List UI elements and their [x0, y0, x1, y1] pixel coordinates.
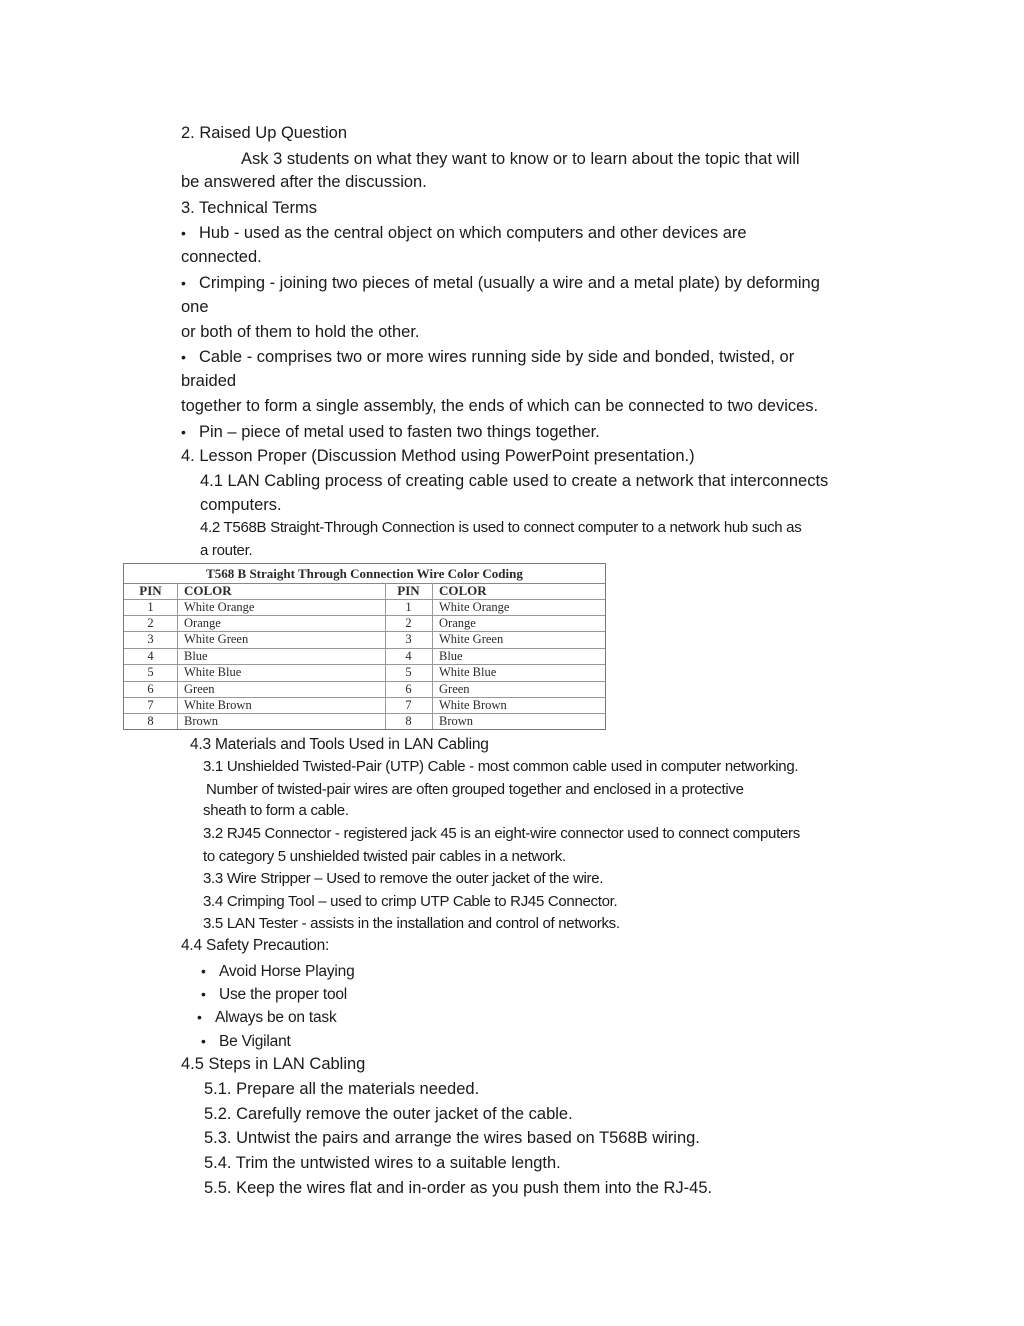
table-cell-color: White Brown: [184, 698, 252, 712]
safety-item: [201, 961, 355, 982]
paragraph-line: Ask 3 students on what they want to know or to learn about the topic that will: [241, 150, 800, 168]
section-heading-lesson-proper: 4. Lesson Proper (Discussion Method using PowerPoint presentation.): [181, 447, 695, 465]
paragraph-line: 4.2 T568B Straight-Through Connection is used to connect computer to a network hub such as: [200, 519, 802, 536]
term-cable-text: Cable - comprises two or more wires running side by side and bonded, twisted, or: [199, 348, 795, 366]
paragraph-line: one: [181, 298, 209, 316]
paragraph-line: Number of twisted-pair wires are often grouped together and enclosed in a protective: [206, 781, 744, 798]
table-header-color: COLOR: [184, 583, 232, 598]
term-pin-text: Pin – piece of metal used to fasten two things together.: [199, 423, 600, 441]
section-heading-technical-terms: 3. Technical Terms: [181, 199, 318, 217]
paragraph-line: connected.: [181, 248, 262, 266]
table-cell-color: White Blue: [184, 665, 242, 679]
table-cell-color: Green: [439, 682, 470, 696]
table-cell-pin: 5: [405, 665, 412, 679]
wire-color-table: [123, 563, 606, 730]
table-cell-color: Blue: [439, 649, 463, 663]
term-crimping-text: Crimping - joining two pieces of metal (usually a wire and a metal plate) by deforming: [199, 274, 820, 292]
safety-item-text: Avoid Horse Playing: [219, 963, 355, 980]
safety-item-text: Always be on task: [215, 1009, 337, 1026]
paragraph-line: 3.3 Wire Stripper – Used to remove the outer jacket of the wire.: [203, 870, 604, 887]
table-cell-pin: 4: [147, 649, 154, 663]
table-cell-color: White Green: [184, 632, 249, 646]
table-cell-pin: 5: [147, 665, 154, 679]
paragraph-line: be answered after the discussion.: [181, 173, 427, 191]
table-divider: [432, 583, 433, 729]
table-cell-pin: 8: [405, 714, 412, 728]
step-item: 5.2. Carefully remove the outer jacket of the cable.: [204, 1105, 573, 1123]
table-cell-color: White Orange: [439, 600, 510, 614]
table-cell-pin: 1: [405, 600, 412, 614]
safety-item: [201, 1031, 291, 1052]
paragraph-line: 3.5 LAN Tester - assists in the installation and control of networks.: [203, 915, 620, 932]
section-heading-steps: 4.5 Steps in LAN Cabling: [181, 1055, 366, 1073]
table-cell-color: White Orange: [184, 600, 255, 614]
step-item: 5.1. Prepare all the materials needed.: [204, 1080, 480, 1098]
paragraph-line: sheath to form a cable.: [203, 802, 349, 819]
table-cell-color: White Blue: [439, 665, 497, 679]
paragraph-line: a router.: [200, 542, 253, 559]
table-header-pin: PIN: [139, 583, 162, 598]
term-hub-text: Hub - used as the central object on which computers and other devices are: [199, 224, 747, 242]
paragraph-line: to category 5 unshielded twisted pair cables in a network.: [203, 848, 566, 865]
table-cell-pin: 2: [147, 616, 154, 630]
table-cell-color: Brown: [184, 714, 219, 728]
table-cell-color: Green: [184, 682, 215, 696]
table-header-color: COLOR: [439, 583, 487, 598]
step-item: 5.5. Keep the wires flat and in-order as you push them into the RJ-45.: [204, 1179, 713, 1197]
table-cell-pin: 8: [147, 714, 154, 728]
section-heading-materials: 4.3 Materials and Tools Used in LAN Cabling: [190, 736, 489, 753]
table-cell-pin: 6: [405, 682, 412, 696]
table-divider: [177, 583, 178, 729]
table-title: T568 B Straight Through Connection Wire Color Coding: [124, 564, 605, 584]
paragraph-line: 3.4 Crimping Tool – used to crimp UTP Cable to RJ45 Connector.: [203, 893, 618, 910]
safety-item: [197, 1007, 337, 1028]
table-cell-pin: 4: [405, 649, 412, 663]
section-heading-safety: 4.4 Safety Precaution:: [181, 937, 330, 954]
table-cell-color: Brown: [439, 714, 474, 728]
paragraph-line: 3.2 RJ45 Connector - registered jack 45 is an eight-wire connector used to connect computers: [203, 825, 800, 842]
table-cell-color: White Green: [439, 632, 504, 646]
table-cell-pin: 1: [147, 600, 154, 614]
step-item: 5.3. Untwist the pairs and arrange the wires based on T568B wiring.: [204, 1129, 700, 1147]
table-header-pin: PIN: [397, 583, 420, 598]
table-cell-pin: 7: [147, 698, 154, 712]
term-pin: [181, 422, 600, 442]
table-cell-pin: 6: [147, 682, 154, 696]
step-item: 5.4. Trim the untwisted wires to a suitable length.: [204, 1154, 561, 1172]
safety-item-text: Be Vigilant: [219, 1033, 291, 1050]
paragraph-line: together to form a single assembly, the ends of which can be connected to two devices.: [181, 397, 819, 415]
paragraph-line: braided: [181, 372, 237, 390]
term-crimping: [181, 273, 820, 293]
table-cell-color: White Brown: [439, 698, 507, 712]
paragraph-line: 3.1 Unshielded Twisted-Pair (UTP) Cable - most common cable used in computer networking.: [203, 758, 799, 775]
paragraph-line: computers.: [200, 496, 282, 514]
paragraph-line: or both of them to hold the other.: [181, 323, 420, 341]
term-cable: [181, 347, 794, 367]
term-hub: [181, 223, 747, 243]
section-heading-raised-up-question: 2. Raised Up Question: [181, 124, 348, 142]
table-cell-color: Orange: [439, 616, 476, 630]
table-cell-pin: 7: [405, 698, 412, 712]
table-cell-pin: 2: [405, 616, 412, 630]
table-cell-pin: 3: [147, 632, 154, 646]
safety-item: [201, 984, 347, 1005]
safety-item-text: Use the proper tool: [219, 986, 348, 1003]
table-cell-pin: 3: [405, 632, 412, 646]
table-cell-color: Blue: [184, 649, 208, 663]
table-cell-color: Orange: [184, 616, 221, 630]
paragraph-line: 4.1 LAN Cabling process of creating cable used to create a network that interconnects: [200, 472, 829, 490]
